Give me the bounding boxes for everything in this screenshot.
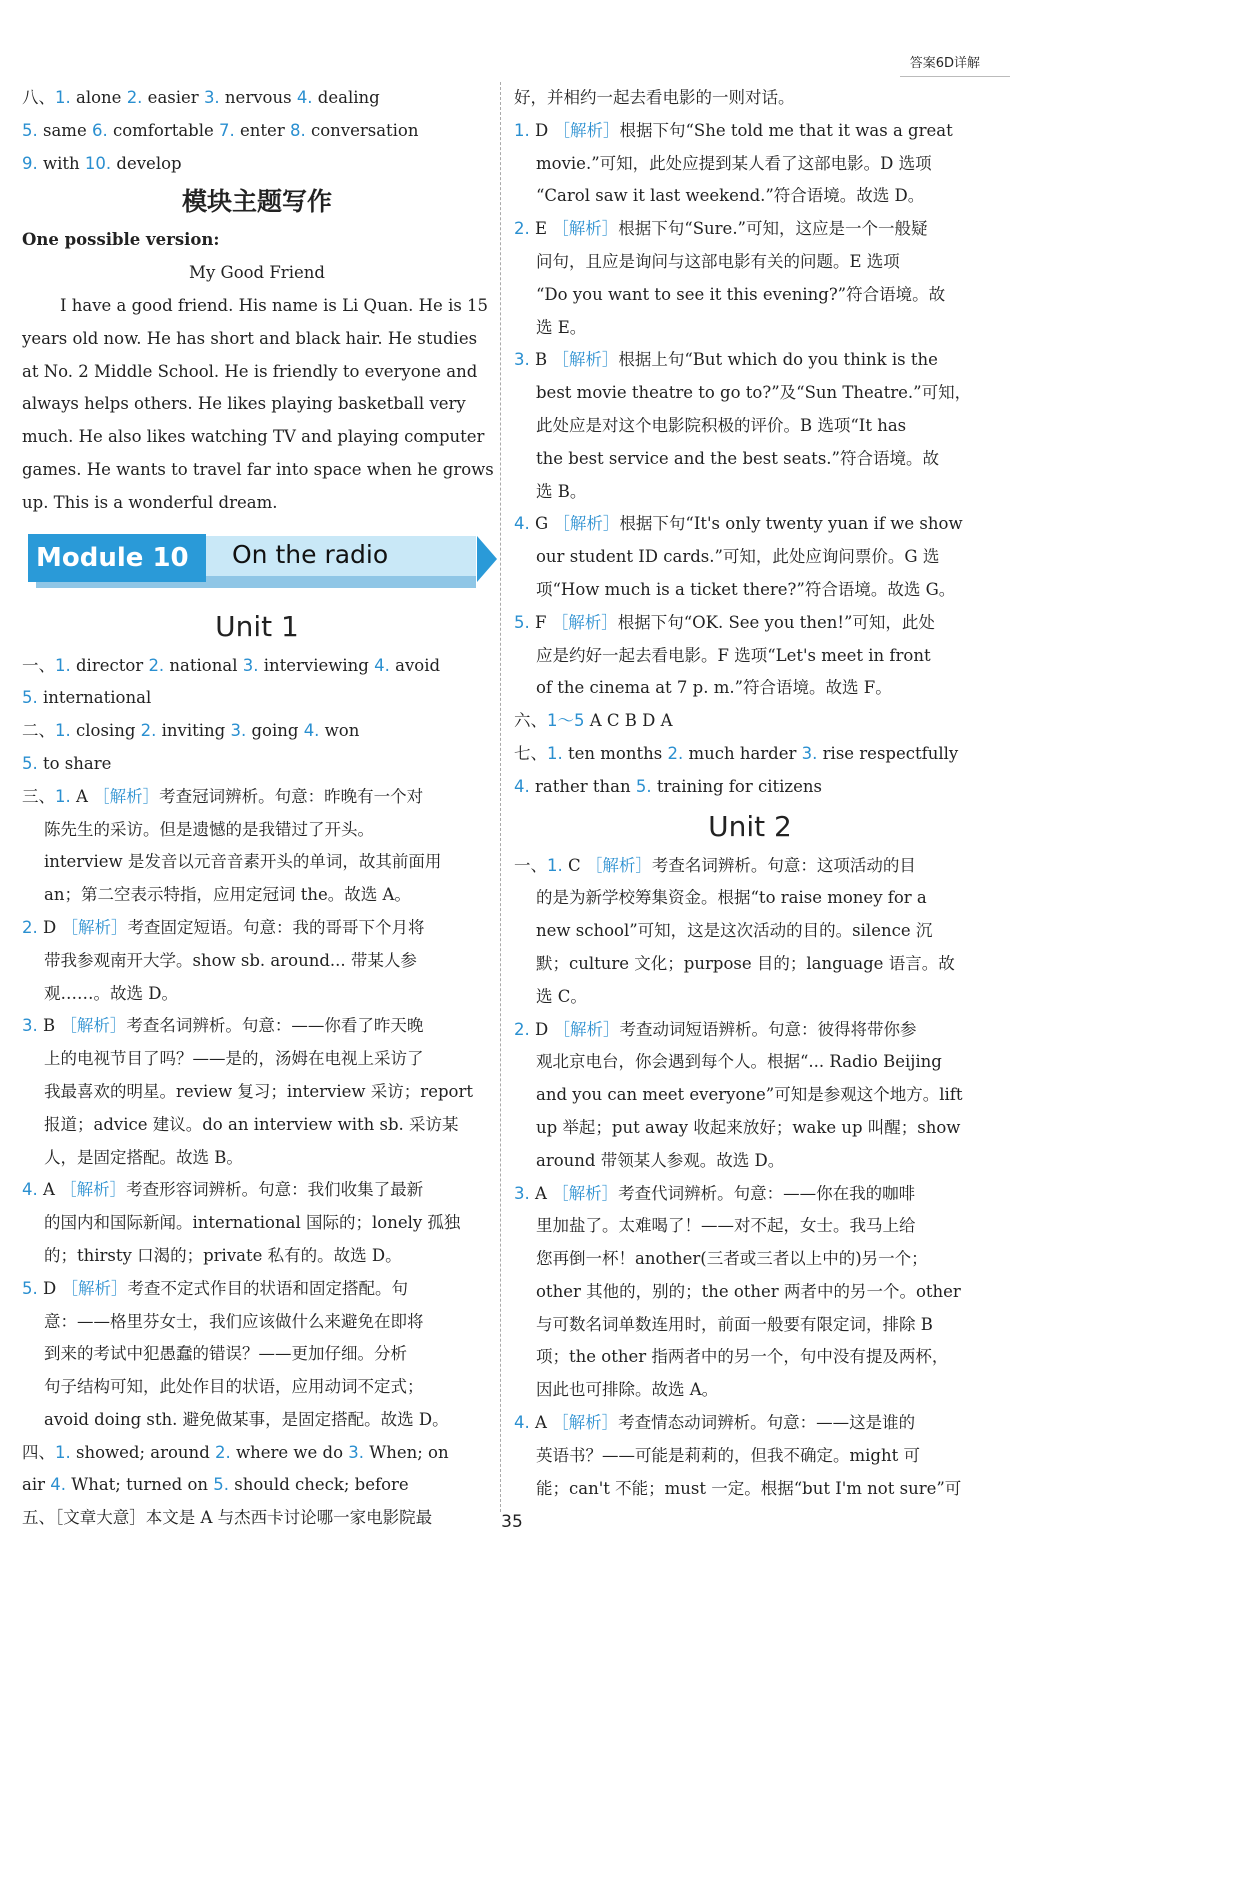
unit-2-item-4: 4. A ［解析］考查情态动词辨析。句意：——这是谁的 — [514, 1413, 916, 1433]
explanation-line: 观……。故选 D。 — [44, 983, 178, 1003]
explanation-line: up 举起；put away 收起来放好；wake up 叫醒；show — [536, 1117, 961, 1137]
explanation-line: 带我参观南开大学。show sb. around... 带某人参 — [44, 950, 417, 970]
explanation-line: 陈先生的采访。但是遗憾的是我错过了开头。 — [44, 819, 374, 839]
explanation-line: 的；thirsty 口渴的；private 私有的。故选 D。 — [44, 1245, 402, 1265]
section-5-line-2: 好，并相约一起去看电影的一则对话。 — [514, 88, 795, 107]
unit-2-item-3: 3. A ［解析］考查代词辨析。句意：——你在我的咖啡 — [514, 1183, 916, 1203]
section-4-line-2: air 4. What; turned on 5. should check; before — [22, 1475, 409, 1495]
explanation-line: around 带领某人参观。故选 D。 — [536, 1150, 785, 1170]
column-divider — [500, 82, 501, 1512]
section-3-item-1: 三、1. A ［解析］考查冠词辨析。句意：昨晚有一个对 — [22, 786, 424, 806]
section-2-line-2: 5. to share — [22, 753, 112, 773]
section-5-item-1: 1. D ［解析］根据下句“She told me that it was a great — [514, 120, 953, 140]
section-3-item-5: 5. D ［解析］考查不定式作目的状语和固定搭配。句 — [22, 1278, 408, 1298]
explanation-line: 选 B。 — [536, 481, 587, 501]
essay-line: years old now. He has short and black hair. He studies — [22, 328, 478, 348]
banner-arrow-icon — [477, 536, 497, 582]
essay-title: My Good Friend — [189, 263, 325, 283]
section-5-item-2: 2. E ［解析］根据下句“Sure.”可知，这应是一个一般疑 — [514, 219, 928, 239]
essay-line: at No. 2 Middle School. He is friendly to everyone and — [22, 361, 478, 381]
left-column — [22, 82, 492, 1535]
essay-line: always helps others. He likes playing basketball very — [22, 394, 466, 414]
explanation-line: 选 C。 — [536, 986, 587, 1006]
explanation-line: 意：——格里芬女士，我们应该做什么来避免在即将 — [44, 1311, 424, 1331]
explanation-line: best movie theatre to go to?”及“Sun Theatre.”可知， — [536, 383, 972, 403]
explanation-line: 观北京电台，你会遇到每个人。根据“... Radio Beijing — [536, 1052, 942, 1072]
explanation-line: 报道；advice 建议。do an interview with sb. 采访某 — [44, 1114, 459, 1134]
explanation-line: 因此也可排除。故选 A。 — [536, 1380, 719, 1400]
essay-line: games. He wants to travel far into space when he grows — [22, 459, 494, 479]
module-banner — [22, 530, 492, 596]
explanation-line: 选 E。 — [536, 317, 587, 337]
module-title: On the radio — [232, 539, 389, 569]
section-1-line-1: 一、1. director 2. national 3. interviewing 4. avoid — [22, 655, 441, 675]
explanation-line: new school”可知，这是这次活动的目的。silence 沉 — [536, 921, 933, 941]
explanation-line: an；第二空表示特指，应用定冠词 the。故选 A。 — [44, 885, 411, 905]
essay-line: much. He also likes watching TV and playing computer — [22, 427, 485, 447]
unit-2-item-1: 一、1. C ［解析］考查名词辨析。句意：这项活动的目 — [514, 855, 916, 875]
explanation-line: movie.”可知，此处应提到某人看了这部电影。D 选项 — [536, 153, 932, 173]
section-7-line-1: 七、1. ten months 2. much harder 3. rise respectfully — [514, 743, 959, 763]
explanation-line: 项“How much is a ticket there?”符合语境。故选 G。 — [536, 579, 956, 599]
explanation-line: 问句，且应是询问与这部电影有关的问题。E 选项 — [536, 251, 900, 271]
writing-title: 模块主题写作 — [181, 187, 332, 217]
unit-1-title: Unit 1 — [215, 609, 299, 643]
section-5-line-1: 五、［文章大意］本文是 A 与杰西卡讨论哪一家电影院最 — [22, 1508, 433, 1528]
section-3-item-2: 2. D ［解析］考查固定短语。句意：我的哥哥下个月将 — [22, 917, 425, 937]
page-number: 35 — [501, 1512, 523, 1532]
section-3-item-3: 3. B ［解析］考查名词辨析。句意：——你看了昨天晚 — [22, 1016, 424, 1036]
explanation-line: 英语书？——可能是莉莉的，但我不确定。might 可 — [536, 1445, 920, 1465]
explanation-line: “Carol saw it last weekend.”符合语境。故选 D。 — [536, 186, 925, 206]
section-5-item-3: 3. B ［解析］根据上句“But which do you think is the — [514, 350, 938, 370]
section-5-item-5: 5. F ［解析］根据下句“OK. See you then!”可知，此处 — [514, 612, 935, 632]
explanation-line: and you can meet everyone”可知是参观这个地方。lift — [536, 1085, 963, 1105]
explanation-line: 应是约好一起去看电影。F 选项“Let's meet in front — [536, 645, 931, 665]
unit-2-title: Unit 2 — [708, 809, 792, 843]
explanation-line: 的是为新学校筹集资金。根据“to raise money for a — [536, 888, 927, 908]
explanation-line: 与可数名词单数连用时，前面一般要有限定词，排除 B — [536, 1314, 933, 1334]
possible-version-label: One possible version: — [22, 230, 220, 250]
explanation-line: “Do you want to see it this evening?”符合语境。故 — [536, 284, 946, 304]
section-3-item-4: 4. A ［解析］考查形容词辨析。句意：我们收集了最新 — [22, 1180, 424, 1200]
explanation-line: 到来的考试中犯愚蠢的错误？——更加仔细。分析 — [44, 1344, 407, 1364]
header-rule — [900, 76, 1010, 77]
unit-2-item-2: 2. D ［解析］考查动词短语辨析。句意：彼得将带你参 — [514, 1019, 917, 1039]
header-text: 答案6D详解 — [909, 56, 980, 71]
right-column — [514, 82, 986, 1505]
explanation-line: the best service and the best seats.”符合语境。故 — [536, 448, 939, 468]
explanation-line: other 其他的，别的；the other 两者中的另一个。other — [536, 1281, 961, 1301]
explanation-line: 人，是固定搭配。故选 B。 — [44, 1147, 243, 1167]
section-8-line-2: 5. same 6. comfortable 7. enter 8. conversation — [22, 120, 419, 140]
explanation-line: 项；the other 指两者中的另一个，句中没有提及两杯， — [536, 1347, 949, 1367]
page-header — [910, 52, 980, 71]
section-8-line-1: 八、1. alone 2. easier 3. nervous 4. dealing — [22, 88, 380, 107]
essay-line: up. This is a wonderful dream. — [22, 492, 278, 512]
section-6-line: 六、1～5 A C B D A — [514, 711, 673, 731]
section-4-line-1: 四、1. showed; around 2. where we do 3. When; on — [22, 1442, 449, 1462]
essay-line: I have a good friend. His name is Li Quan. He is 15 — [60, 295, 489, 315]
explanation-line: 的国内和国际新闻。international 国际的；lonely 孤独 — [44, 1213, 461, 1233]
section-7-line-2: 4. rather than 5. training for citizens — [514, 776, 822, 796]
explanation-line: 上的电视节目了吗？——是的，汤姆在电视上采访了 — [44, 1049, 424, 1069]
module-label: Module 10 — [28, 534, 206, 582]
explanation-line: 我最喜欢的明星。review 复习；interview 采访；report — [44, 1081, 473, 1101]
section-1-line-2: 5. international — [22, 688, 152, 708]
explanation-line: avoid doing sth. 避免做某事，是固定搭配。故选 D。 — [44, 1409, 449, 1429]
explanation-line: our student ID cards.”可知，此处应询问票价。G 选 — [536, 547, 940, 567]
explanation-line: 里加盐了。太难喝了！——对不起，女士。我马上给 — [536, 1216, 916, 1236]
section-2-line-1: 二、1. closing 2. inviting 3. going 4. won — [22, 721, 360, 741]
explanation-line: interview 是发音以元音音素开头的单词，故其前面用 — [44, 852, 442, 872]
explanation-line: 您再倒一杯！another(三者或三者以上中的)另一个； — [536, 1249, 928, 1269]
explanation-line: of the cinema at 7 p. m.”符合语境。故选 F。 — [536, 678, 892, 698]
section-8-line-3: 9. with 10. develop — [22, 153, 182, 173]
explanation-line: 句子结构可知，此处作目的状语，应用动词不定式； — [44, 1377, 424, 1397]
explanation-line: 能；can't 不能；must 一定。根据“but I'm not sure”可 — [536, 1478, 962, 1498]
section-5-item-4: 4. G ［解析］根据下句“It's only twenty yuan if we show — [514, 514, 963, 534]
explanation-line: 默；culture 文化；purpose 目的；language 语言。故 — [536, 953, 955, 973]
explanation-line: 此处应是对这个电影院积极的评价。B 选项“It has — [536, 415, 907, 435]
